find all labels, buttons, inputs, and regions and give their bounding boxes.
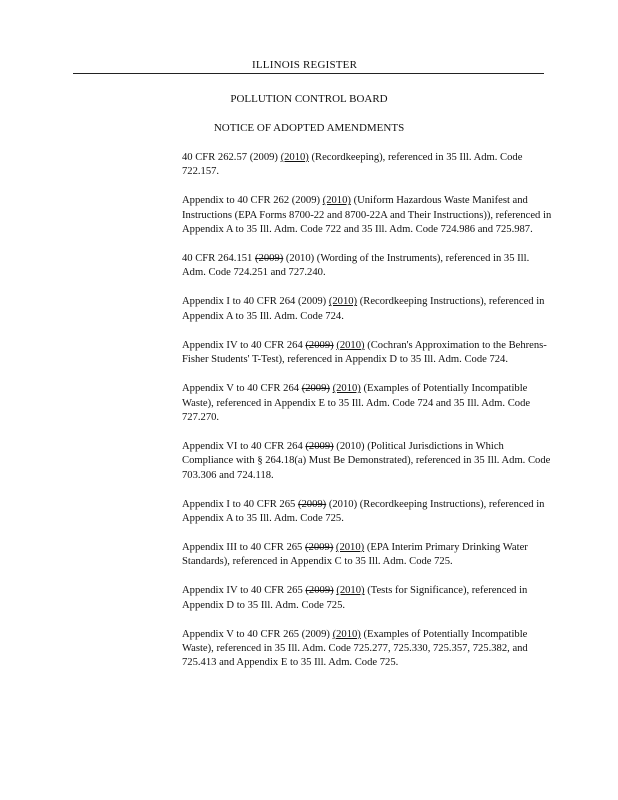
header-rule bbox=[73, 73, 544, 74]
reference-entry: 40 CFR 264.151 (2009) (2010) (Wording of the Instruments), referenced in 35 Ill. Adm. Code 724.251 and 727.240. bbox=[182, 253, 530, 279]
deleted-text: (2009) bbox=[305, 440, 334, 452]
inserted-text: (2010) bbox=[332, 628, 361, 640]
reference-entry: Appendix V to 40 CFR 265 (2009) (2010) (Examples of Potentially Incompatible Waste), referenced in 35 Ill. Adm. Code 725.277, 725.330, 725.357, 725.382, and 725.413 and Appendix E to 35 Ill. Adm. Code 725. bbox=[182, 628, 528, 669]
reference-entry: Appendix V to 40 CFR 264 (2009) (2010) (Examples of Potentially Incompatible Waste), referenced in Appendix E to 35 Ill. Adm. Code 724 and 35 Ill. Adm. Code 727.270. bbox=[182, 383, 531, 423]
deleted-text: (2009) bbox=[301, 383, 330, 395]
reference-entry: Appendix VI to 40 CFR 264 (2009) (2010) (Political Jurisdictions in Which Compliance with § 264.18(a) Must Be Demonstrated), referenced in 35 Ill. Adm. Code 703.306 and 724.118. bbox=[182, 440, 551, 481]
notice-title: NOTICE OF ADOPTED AMENDMENTS bbox=[213, 122, 405, 134]
inserted-text: (2010) bbox=[336, 339, 365, 351]
inserted-text: (2010) bbox=[335, 542, 365, 554]
deleted-text: (2009) bbox=[305, 542, 334, 554]
deleted-text: (2009) bbox=[297, 498, 327, 510]
register-title: ILLINOIS REGISTER bbox=[252, 59, 358, 71]
reference-entry: Appendix I to 40 CFR 265 (2009) (2010) (Recordkeeping Instructions), referenced in Appendix A to 35 Ill. Adm. Code 725. bbox=[182, 498, 545, 524]
reference-entry: 40 CFR 262.57 (2009) (2010) (Recordkeeping), referenced in 35 Ill. Adm. Code 722.157. bbox=[182, 152, 523, 178]
inserted-text: (2010) bbox=[336, 585, 365, 597]
agency-name: POLLUTION CONTROL BOARD bbox=[230, 93, 388, 105]
reference-entry: Appendix IV to 40 CFR 264 (2009) (2010) (Cochran's Approximation to the Behrens-Fisher Students' T-Test), referenced in Appendix D to 35 Ill. Adm. Code 724. bbox=[182, 339, 547, 366]
inserted-text: (2010) bbox=[280, 152, 309, 163]
reference-list bbox=[182, 151, 554, 685]
deleted-text: (2009) bbox=[305, 585, 334, 597]
reference-entry: Appendix IV to 40 CFR 265 (2009) (2010) (Tests for Significance), referenced in Appendix D to 35 Ill. Adm. Code 725. bbox=[182, 585, 528, 611]
inserted-text: (2010) bbox=[328, 296, 358, 308]
deleted-text: (2009) bbox=[255, 253, 284, 265]
reference-entry: Appendix to 40 CFR 262 (2009) (2010) (Uniform Hazardous Waste Manifest and Instructions (EPA Forms 8700-22 and 8700-22A and Their Instructions)), referenced in Appendix A to 35 Ill. Adm. Code 722 and 35 Ill. Adm. Code 724.986 and 725.987. bbox=[182, 195, 552, 235]
inserted-text: (2010) bbox=[332, 383, 361, 395]
deleted-text: (2009) bbox=[305, 339, 334, 351]
reference-entry: Appendix I to 40 CFR 264 (2009) (2010) (Recordkeeping Instructions), referenced in Appendix A to 35 Ill. Adm. Code 724. bbox=[182, 296, 545, 322]
inserted-text: (2010) bbox=[322, 195, 351, 207]
reference-entry: Appendix III to 40 CFR 265 (2009) (2010) (EPA Interim Primary Drinking Water Standards), referenced in Appendix C to 35 Ill. Adm. Code 725. bbox=[182, 542, 528, 568]
